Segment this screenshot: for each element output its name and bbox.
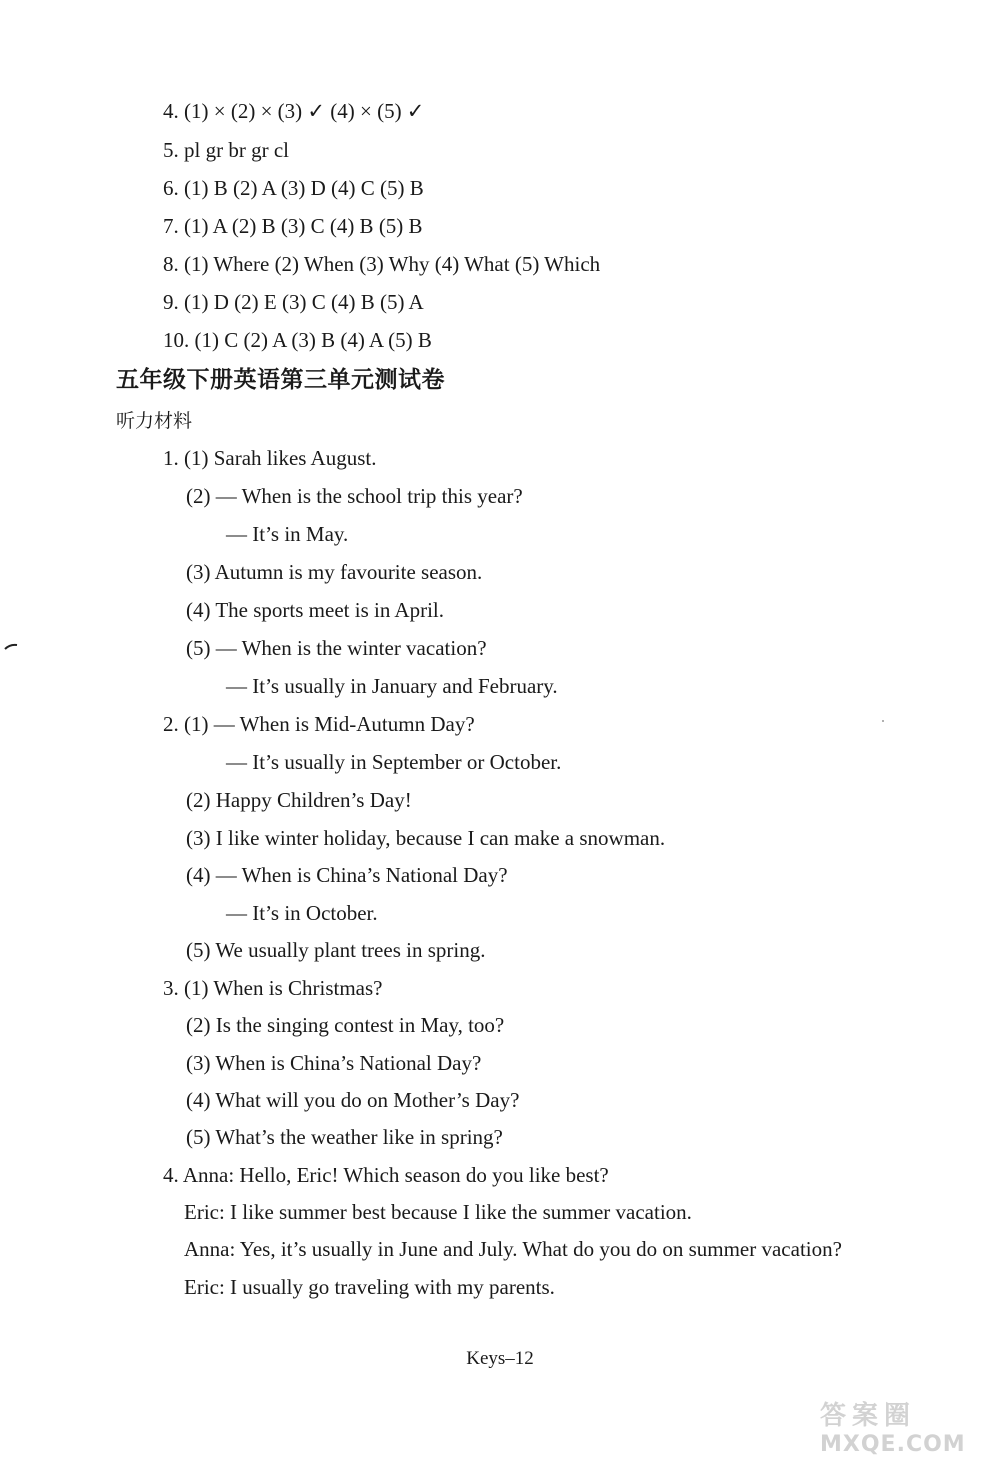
answer-line-7: 7. (1) A (2) B (3) C (4) B (5) B [163, 214, 423, 238]
listening-2-3: (3) I like winter holiday, because I can make a snowman. [186, 826, 666, 850]
listening-3-3: (3) When is China’s National Day? [186, 1051, 482, 1075]
listening-1-2: (2) — When is the school trip this year? [186, 484, 523, 508]
listening-2-4: (4) — When is China’s National Day? [186, 863, 508, 887]
listening-3-1: 3. (1) When is Christmas? [163, 976, 383, 1000]
watermark-bottom-text: MXQE.COM [820, 1432, 966, 1457]
listening-1-2-reply: — It’s in May. [226, 522, 349, 546]
answer-line-5: 5. pl gr br gr cl [163, 138, 289, 162]
section-subtitle: 听力材料 [116, 410, 193, 432]
listening-2-1: 2. (1) — When is Mid-Autumn Day? [163, 712, 475, 736]
listening-1-5: (5) — When is the winter vacation? [186, 636, 487, 660]
dialogue-line-4: Eric: I usually go traveling with my parents. [184, 1275, 555, 1299]
listening-2-5: (5) We usually plant trees in spring. [186, 938, 486, 962]
answer-line-4: 4. (1) × (2) × (3) ✓ (4) × (5) ✓ [163, 99, 425, 123]
listening-1-1: 1. (1) Sarah likes August. [163, 446, 377, 470]
listening-2-4-reply: — It’s in October. [226, 901, 378, 925]
dialogue-line-2: Eric: I like summer best because I like the summer vacation. [184, 1200, 692, 1224]
dialogue-line-3: Anna: Yes, it’s usually in June and July. What do you do on summer vacation? [184, 1237, 842, 1261]
listening-2-1-reply: — It’s usually in September or October. [226, 750, 562, 774]
watermark-top-text: 答案圈 [820, 1401, 917, 1431]
scan-dot [880, 718, 886, 724]
watermark-logo [820, 1395, 992, 1457]
dialogue-line-1: 4. Anna: Hello, Eric! Which season do you like best? [163, 1163, 609, 1187]
listening-2-2: (2) Happy Children’s Day! [186, 788, 412, 812]
answer-line-10: 10. (1) C (2) A (3) B (4) A (5) B [163, 328, 432, 352]
listening-3-5: (5) What’s the weather like in spring? [186, 1125, 503, 1149]
listening-1-4: (4) The sports meet is in April. [186, 598, 444, 622]
page-number: Keys–12 [466, 1348, 534, 1369]
listening-3-4: (4) What will you do on Mother’s Day? [186, 1088, 520, 1112]
listening-1-5-reply: — It’s usually in January and February. [226, 674, 558, 698]
answer-line-6: 6. (1) B (2) A (3) D (4) C (5) B [163, 176, 424, 200]
listening-1-3: (3) Autumn is my favourite season. [186, 560, 483, 584]
answer-line-8: 8. (1) Where (2) When (3) Why (4) What (5) Which [163, 252, 601, 276]
listening-3-2: (2) Is the singing contest in May, too? [186, 1013, 505, 1037]
section-title: 五年级下册英语第三单元测试卷 [116, 367, 445, 393]
scan-speck [4, 643, 18, 651]
answer-line-9: 9. (1) D (2) E (3) C (4) B (5) A [163, 290, 424, 314]
